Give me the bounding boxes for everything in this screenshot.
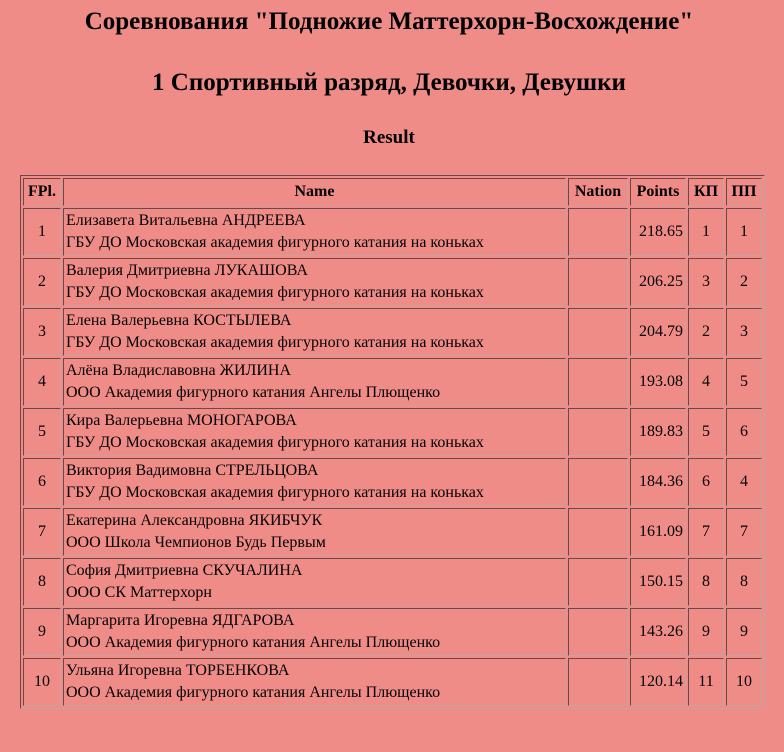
skater-name: Екатерина Александровна ЯКИБЧУК (66, 512, 323, 529)
fpl-cell: 3 (23, 308, 61, 356)
club-name: ООО Школа Чемпионов Будь Первым (66, 534, 326, 551)
header-row (23, 178, 762, 206)
club-name: ГБУ ДО Московская академия фигурного катания на коньках (66, 284, 484, 301)
points-cell: 218.65 (630, 208, 686, 256)
column-header-name: Name (63, 178, 566, 206)
section-title: Result (363, 127, 415, 148)
pp-cell: 7 (726, 508, 762, 556)
name-cell (63, 658, 566, 706)
results-table (20, 175, 765, 709)
nation-cell (568, 658, 628, 706)
club-name: ГБУ ДО Московская академия фигурного катания на коньках (66, 434, 484, 451)
table-row (23, 658, 762, 706)
club-name: ООО Академия фигурного катания Ангелы Плющенко (66, 684, 441, 701)
points-cell: 161.09 (630, 508, 686, 556)
name-cell (63, 308, 566, 356)
kp-cell: 9 (688, 608, 724, 656)
pp-cell: 3 (726, 308, 762, 356)
name-cell (63, 408, 566, 456)
name-cell (63, 508, 566, 556)
points-cell: 193.08 (630, 358, 686, 406)
table-row (23, 358, 762, 406)
pp-cell: 10 (726, 658, 762, 706)
skater-name: София Дмитриевна СКУЧАЛИНА (66, 562, 303, 579)
points-cell: 204.79 (630, 308, 686, 356)
points-cell: 206.25 (630, 258, 686, 306)
table-row (23, 508, 762, 556)
pp-cell: 6 (726, 408, 762, 456)
skater-name: Алёна Владиславовна ЖИЛИНА (66, 362, 292, 379)
fpl-cell: 9 (23, 608, 61, 656)
nation-cell (568, 458, 628, 506)
points-cell: 184.36 (630, 458, 686, 506)
kp-cell: 8 (688, 558, 724, 606)
skater-name: Виктория Вадимовна СТРЕЛЬЦОВА (66, 462, 319, 479)
results-body (23, 208, 762, 706)
nation-cell (568, 558, 628, 606)
column-header-fpl: FPl. (23, 178, 61, 206)
table-row (23, 408, 762, 456)
skater-name: Маргарита Игоревна ЯДГАРОВА (66, 612, 295, 629)
pp-cell: 5 (726, 358, 762, 406)
nation-cell (568, 408, 628, 456)
name-cell (63, 258, 566, 306)
nation-cell (568, 258, 628, 306)
name-cell (63, 608, 566, 656)
kp-cell: 6 (688, 458, 724, 506)
name-cell (63, 558, 566, 606)
kp-cell: 3 (688, 258, 724, 306)
nation-cell (568, 358, 628, 406)
club-name: ООО СК Маттерхорн (66, 584, 212, 601)
kp-cell: 7 (688, 508, 724, 556)
name-cell (63, 208, 566, 256)
table-row (23, 558, 762, 606)
points-cell: 120.14 (630, 658, 686, 706)
fpl-cell: 7 (23, 508, 61, 556)
pp-cell: 1 (726, 208, 762, 256)
table-row (23, 308, 762, 356)
table-row (23, 608, 762, 656)
club-name: ГБУ ДО Московская академия фигурного катания на коньках (66, 234, 484, 251)
club-name: ООО Академия фигурного катания Ангелы Плющенко (66, 384, 441, 401)
skater-name: Кира Валерьевна МОНОГАРОВА (66, 412, 297, 429)
pp-cell: 9 (726, 608, 762, 656)
pp-cell: 4 (726, 458, 762, 506)
table-row (23, 208, 762, 256)
fpl-cell: 6 (23, 458, 61, 506)
kp-cell: 4 (688, 358, 724, 406)
column-header-pp: ПП (726, 178, 762, 206)
skater-name: Елизавета Витальевна АНДРЕЕВА (66, 212, 306, 229)
column-header-kp: КП (688, 178, 724, 206)
points-cell: 189.83 (630, 408, 686, 456)
points-cell: 143.26 (630, 608, 686, 656)
name-cell (63, 458, 566, 506)
category-title: 1 Спортивный разряд, Девочки, Девушки (152, 69, 626, 96)
kp-cell: 2 (688, 308, 724, 356)
fpl-cell: 4 (23, 358, 61, 406)
skater-name: Елена Валерьевна КОСТЫЛЕВА (66, 312, 292, 329)
name-cell (63, 358, 566, 406)
fpl-cell: 10 (23, 658, 61, 706)
skater-name: Валерия Дмитриевна ЛУКАШОВА (66, 262, 308, 279)
column-header-nation: Nation (568, 178, 628, 206)
table-row (23, 458, 762, 506)
table-row (23, 258, 762, 306)
nation-cell (568, 608, 628, 656)
club-name: ГБУ ДО Московская академия фигурного катания на коньках (66, 484, 484, 501)
nation-cell (568, 208, 628, 256)
club-name: ГБУ ДО Московская академия фигурного катания на коньках (66, 334, 484, 351)
pp-cell: 8 (726, 558, 762, 606)
column-header-points: Points (630, 178, 686, 206)
kp-cell: 11 (688, 658, 724, 706)
kp-cell: 5 (688, 408, 724, 456)
fpl-cell: 2 (23, 258, 61, 306)
fpl-cell: 8 (23, 558, 61, 606)
event-title: Соревнования "Подножие Маттерхорн-Восхождение" (84, 8, 694, 35)
fpl-cell: 5 (23, 408, 61, 456)
pp-cell: 2 (726, 258, 762, 306)
club-name: ООО Академия фигурного катания Ангелы Плющенко (66, 634, 441, 651)
points-cell: 150.15 (630, 558, 686, 606)
nation-cell (568, 308, 628, 356)
skater-name: Ульяна Игоревна ТОРБЕНКОВА (66, 662, 290, 679)
nation-cell (568, 508, 628, 556)
fpl-cell: 1 (23, 208, 61, 256)
kp-cell: 1 (688, 208, 724, 256)
